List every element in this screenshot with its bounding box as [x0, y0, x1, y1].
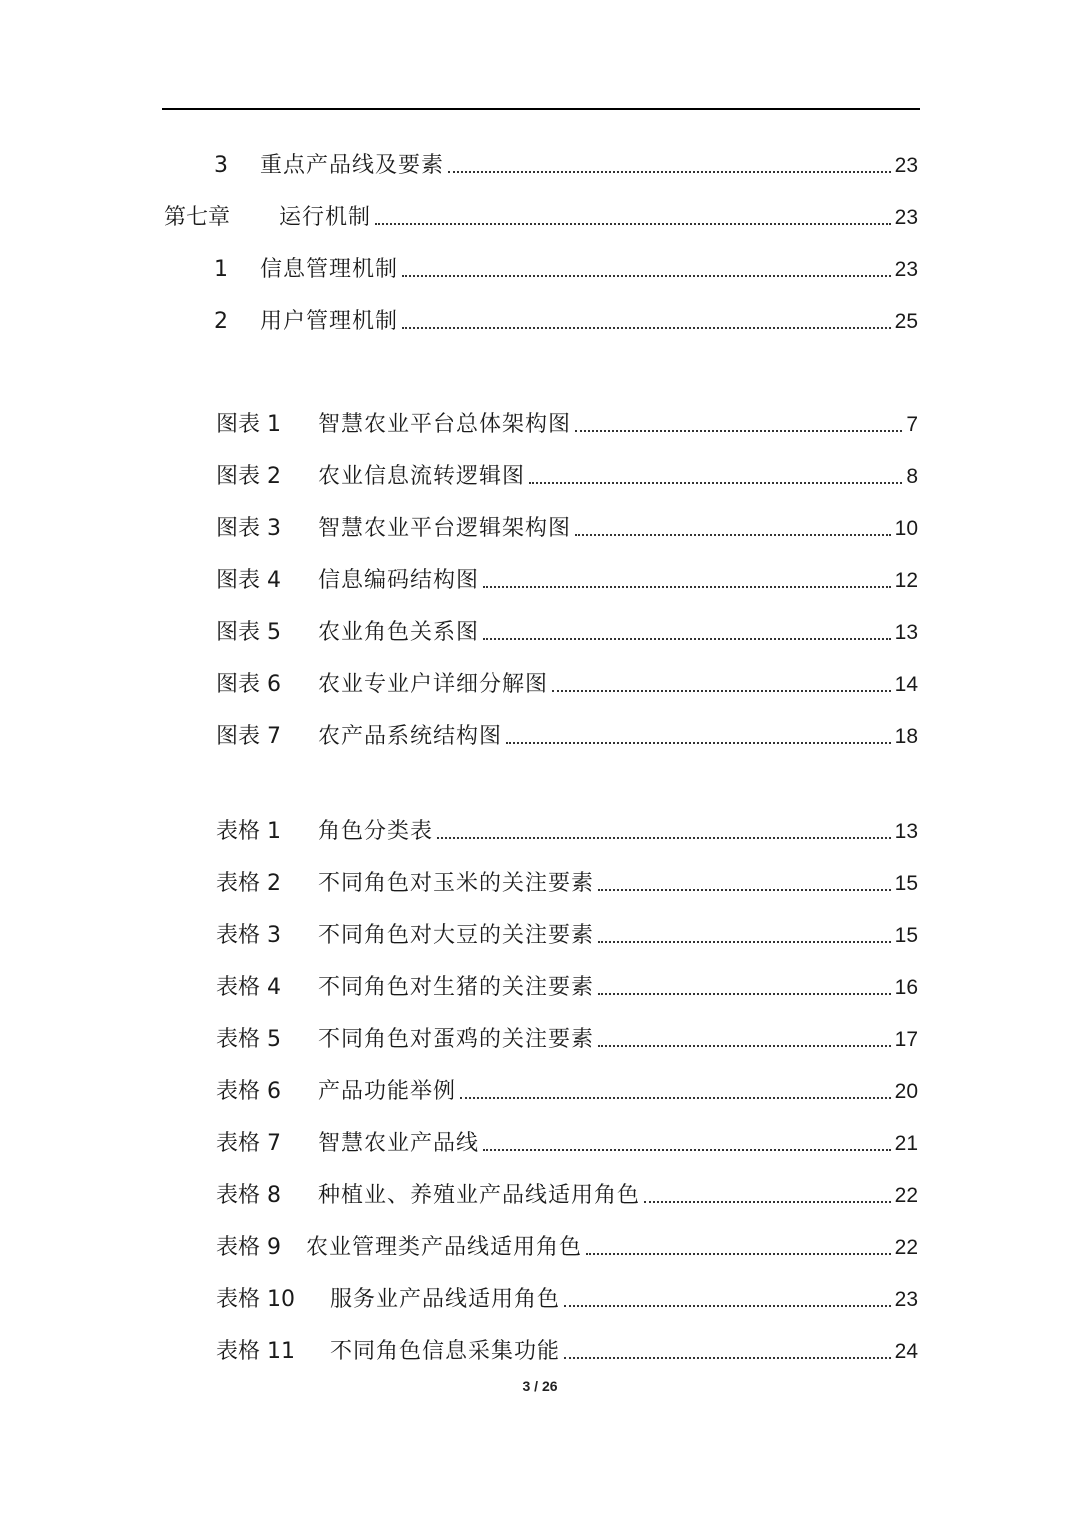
toc-entry-number: 第七章 — [164, 205, 231, 230]
table-entry-label: 表格 5 — [216, 1027, 281, 1052]
toc-entry-title: 运行机制 — [279, 205, 372, 230]
dot-leader — [598, 889, 891, 891]
figure-entry-label: 图表 6 — [216, 672, 281, 697]
dot-leader — [644, 1201, 891, 1203]
table-entry[interactable] — [216, 962, 918, 1002]
dot-leader — [483, 1149, 891, 1151]
table-entry[interactable] — [216, 806, 918, 846]
figure-entry[interactable] — [216, 451, 918, 491]
figure-entry-title: 农业角色关系图 — [318, 620, 480, 645]
dot-leader — [506, 742, 891, 744]
table-entry[interactable] — [216, 1118, 918, 1158]
figure-entry[interactable] — [216, 607, 918, 647]
dot-leader — [598, 993, 891, 995]
table-entry-label: 表格 6 — [216, 1079, 281, 1104]
figure-entry-label: 图表 3 — [216, 516, 281, 541]
table-entry-title: 种植业、养殖业产品线适用角色 — [318, 1183, 641, 1208]
figure-entry[interactable] — [216, 503, 918, 543]
dot-leader — [575, 430, 902, 432]
toc-entry-page: 23 — [894, 154, 918, 177]
toc-entry-title: 用户管理机制 — [260, 309, 399, 334]
table-entry-label: 表格 3 — [216, 923, 281, 948]
figure-entry-label: 图表 7 — [216, 724, 281, 749]
table-entry-title: 不同角色对玉米的关注要素 — [318, 871, 595, 896]
figure-entry[interactable] — [216, 711, 918, 751]
table-entry-page: 15 — [894, 924, 918, 947]
figure-entry-title: 智慧农业平台逻辑架构图 — [318, 516, 572, 541]
table-entry-label: 表格 10 — [216, 1287, 295, 1312]
toc-entry-number: 3 — [214, 153, 228, 178]
toc-entry-number: 1 — [214, 257, 228, 282]
table-entry-page: 22 — [894, 1184, 918, 1207]
dot-leader — [552, 690, 891, 692]
table-entry-page: 22 — [894, 1236, 918, 1259]
toc-entry[interactable] — [214, 244, 918, 284]
toc-entry[interactable] — [214, 140, 918, 180]
dot-leader — [437, 837, 891, 839]
toc-entry-title: 信息管理机制 — [260, 257, 399, 282]
table-entry-page: 13 — [894, 820, 918, 843]
figure-entry-page: 14 — [894, 673, 918, 696]
table-entry-page: 23 — [894, 1288, 918, 1311]
dot-leader — [575, 534, 891, 536]
dot-leader — [402, 327, 891, 329]
table-entry[interactable] — [216, 1014, 918, 1054]
table-entry-title: 不同角色信息采集功能 — [330, 1339, 561, 1364]
table-entry-label: 表格 9 — [216, 1235, 281, 1260]
table-entry-label: 表格 11 — [216, 1339, 295, 1364]
dot-leader — [586, 1253, 891, 1255]
toc-entry-number: 2 — [214, 309, 228, 334]
figure-entry[interactable] — [216, 659, 918, 699]
toc-entry[interactable] — [214, 296, 918, 336]
dot-leader — [529, 482, 902, 484]
figure-entry-page: 7 — [906, 413, 918, 436]
figure-entry-label: 图表 2 — [216, 464, 281, 489]
dot-leader — [460, 1097, 891, 1099]
table-entry[interactable] — [216, 1326, 918, 1366]
figure-entry-page: 18 — [894, 725, 918, 748]
table-entry-title: 农业管理类产品线适用角色 — [306, 1235, 583, 1260]
table-entry[interactable] — [216, 1170, 918, 1210]
dot-leader — [564, 1305, 891, 1307]
figure-entry-label: 图表 4 — [216, 568, 281, 593]
table-entry[interactable] — [216, 858, 918, 898]
figure-entry-page: 12 — [894, 569, 918, 592]
table-entry-page: 20 — [894, 1080, 918, 1103]
header-rule — [162, 108, 920, 110]
figure-entry-label: 图表 5 — [216, 620, 281, 645]
table-entry-title: 不同角色对蛋鸡的关注要素 — [318, 1027, 595, 1052]
table-entry-label: 表格 4 — [216, 975, 281, 1000]
dot-leader — [375, 223, 891, 225]
table-entry[interactable] — [216, 910, 918, 950]
table-entry-title: 产品功能举例 — [318, 1079, 457, 1104]
table-entry-label: 表格 7 — [216, 1131, 281, 1156]
figure-entry-title: 信息编码结构图 — [318, 568, 480, 593]
table-entry[interactable] — [216, 1274, 918, 1314]
table-entry-page: 24 — [894, 1340, 918, 1363]
table-entry-page: 15 — [894, 872, 918, 895]
table-entry-label: 表格 2 — [216, 871, 281, 896]
table-entry-page: 17 — [894, 1028, 918, 1051]
toc-entry-page: 23 — [894, 258, 918, 281]
figure-entry-title: 农业信息流转逻辑图 — [318, 464, 526, 489]
dot-leader — [483, 586, 891, 588]
dot-leader — [564, 1357, 891, 1359]
toc-entry-page: 23 — [894, 206, 918, 229]
page-number-footer: 3 / 26 — [522, 1378, 558, 1394]
table-entry-title: 不同角色对大豆的关注要素 — [318, 923, 595, 948]
dot-leader — [483, 638, 891, 640]
figure-entry-title: 农业专业户详细分解图 — [318, 672, 549, 697]
toc-entry-page: 25 — [894, 310, 918, 333]
figure-entry[interactable] — [216, 399, 918, 439]
table-entry-label: 表格 8 — [216, 1183, 281, 1208]
figure-entry[interactable] — [216, 555, 918, 595]
figure-entry-title: 农产品系统结构图 — [318, 724, 503, 749]
toc-entry[interactable] — [164, 192, 918, 232]
table-entry[interactable] — [216, 1066, 918, 1106]
figure-entry-page: 8 — [906, 465, 918, 488]
figure-entry-label: 图表 1 — [216, 412, 281, 437]
table-entry-page: 16 — [894, 976, 918, 999]
dot-leader — [598, 941, 891, 943]
table-entry-title: 不同角色对生猪的关注要素 — [318, 975, 595, 1000]
table-entry-label: 表格 1 — [216, 819, 281, 844]
table-entry[interactable] — [216, 1222, 918, 1262]
table-entry-title: 服务业产品线适用角色 — [330, 1287, 561, 1312]
figure-entry-page: 10 — [894, 517, 918, 540]
dot-leader — [598, 1045, 891, 1047]
toc-entry-title: 重点产品线及要素 — [260, 153, 445, 178]
dot-leader — [448, 171, 891, 173]
table-entry-title: 智慧农业产品线 — [318, 1131, 480, 1156]
table-entry-title: 角色分类表 — [318, 819, 434, 844]
figure-entry-title: 智慧农业平台总体架构图 — [318, 412, 572, 437]
table-entry-page: 21 — [894, 1132, 918, 1155]
figure-entry-page: 13 — [894, 621, 918, 644]
dot-leader — [402, 275, 891, 277]
